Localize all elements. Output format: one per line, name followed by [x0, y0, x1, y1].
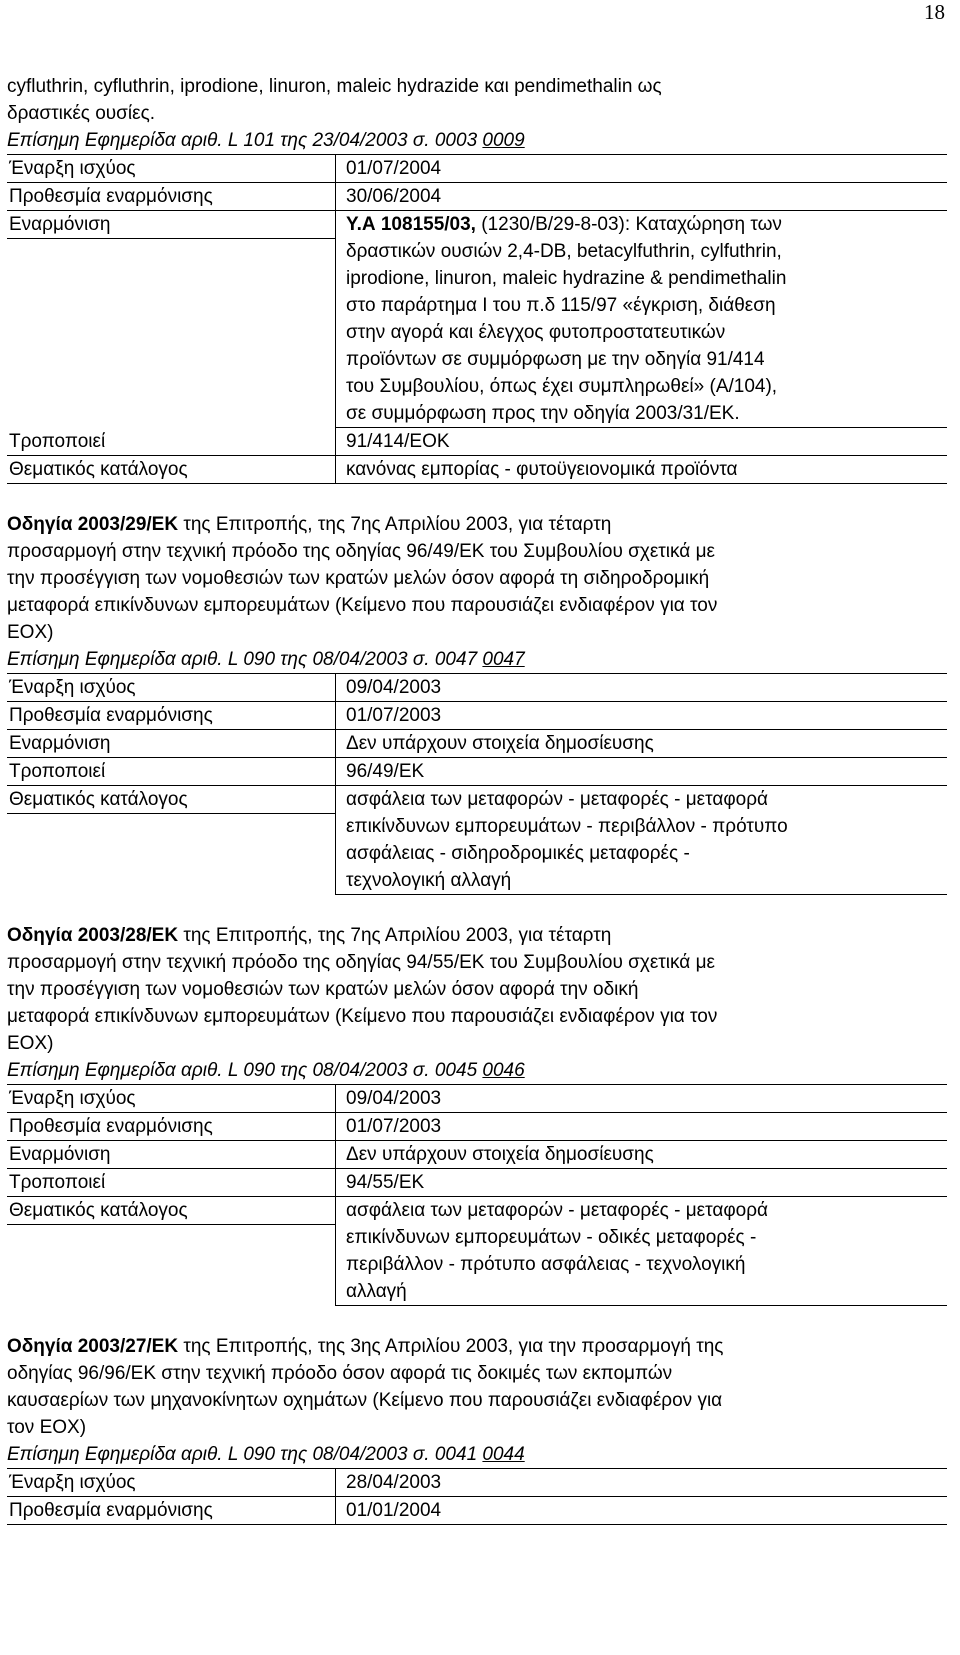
harmonization-label: Εναρμόνιση [7, 1141, 335, 1169]
subject-line: περιβάλλον - πρότυπο ασφάλειας - τεχνολογική [346, 1254, 746, 1275]
oj-reference [7, 1057, 947, 1084]
entry-label: Έναρξη ισχύος [7, 154, 335, 183]
harmonization-value: Δεν υπάρχουν στοιχεία δημοσίευσης [335, 730, 947, 758]
deadline-label: Προθεσμία εναρμόνισης [7, 183, 335, 211]
deadline-value: 30/06/2004 [335, 183, 947, 211]
deadline-value: 01/07/2003 [335, 702, 947, 730]
info-table-3 [7, 1084, 947, 1306]
entry-label: Έναρξη ισχύος [7, 1468, 335, 1497]
directive-line: μεταφορά επικίνδυνων εμπορευμάτων (Κείμενο που παρουσιάζει ενδιαφέρον για τον [7, 1006, 718, 1027]
directive-line: την προσέγγιση των νομοθεσιών των κρατών μελών όσον αφορά την οδική [7, 979, 639, 1000]
amends-row [7, 428, 947, 456]
subject-label: Θεματικός κατάλογος [7, 456, 335, 484]
deadline-label: Προθεσμία εναρμόνισης [7, 1497, 335, 1525]
oj-reference [7, 1441, 947, 1468]
entry-value: 28/04/2003 [335, 1468, 947, 1497]
directive-line: την προσέγγιση των νομοθεσιών των κρατών μελών όσον αφορά τη σιδηροδρομική [7, 568, 710, 589]
deadline-label: Προθεσμία εναρμόνισης [7, 1113, 335, 1141]
directive-number: Οδηγία 2003/29/ΕΚ [7, 514, 179, 535]
info-table-2 [7, 673, 947, 895]
oj-page-end: 0046 [482, 1060, 525, 1081]
subject-line: ασφάλεια των μεταφορών - μεταφορές - μεταφορά [346, 1200, 769, 1221]
harmonization-value: Δεν υπάρχουν στοιχεία δημοσίευσης [335, 1141, 947, 1169]
amends-label: Τροποποιεί [7, 1169, 335, 1197]
oj-page-end: 0047 [482, 649, 525, 670]
harmonization-row [7, 211, 947, 428]
harmonization-row [7, 730, 947, 758]
oj-text: Επίσημη Εφημερίδα αριθ. L 090 της 08/04/2003 σ. 0045 [7, 1060, 478, 1081]
subject-value: κανόνας εμπορίας - φυτοϋγειονομικά προϊόντα [335, 456, 947, 484]
harmonization-value [335, 211, 947, 428]
oj-page-end: 0044 [482, 1444, 525, 1465]
entry-row [7, 1468, 947, 1497]
subject-label: Θεματικός κατάλογος [7, 786, 335, 814]
directive-text: της Επιτροπής, της 7ης Απριλίου 2003, για τέταρτη [178, 514, 612, 535]
amends-row [7, 758, 947, 786]
entry-value: 09/04/2003 [335, 1084, 947, 1113]
deadline-row [7, 1497, 947, 1525]
subject-line: ασφάλειας - σιδηροδρομικές μεταφορές - [346, 843, 690, 864]
oj-reference [7, 646, 947, 673]
harmonization-line: δραστικών ουσιών 2,4-DB, betacylfuthrin, cylfuthrin, [346, 241, 782, 262]
directive-heading [7, 511, 947, 538]
directive-heading [7, 1333, 947, 1360]
harmonization-text: (1230/Β/29-8-03): Καταχώρηση των [475, 214, 782, 235]
oj-page-end: 0009 [482, 130, 525, 151]
oj-text: Επίσημη Εφημερίδα αριθ. L 101 της 23/04/2003 σ. 0003 [7, 130, 478, 151]
harmonization-line: iprodione, linuron, maleic hydrazine & pendimethalin [346, 268, 787, 289]
subject-line: επικίνδυνων εμπορευμάτων - περιβάλλον - πρότυπο [346, 816, 788, 837]
harmonization-law: Υ.Α 108155/03, [346, 214, 476, 235]
oj-text: Επίσημη Εφημερίδα αριθ. L 090 της 08/04/2003 σ. 0047 [7, 649, 478, 670]
directive-line: μεταφορά επικίνδυνων εμπορευμάτων (Κείμενο που παρουσιάζει ενδιαφέρον για τον [7, 595, 718, 616]
directive-line: καυσαερίων των μηχανοκίνητων οχημάτων (Κείμενο που παρουσιάζει ενδιαφέρον για [7, 1390, 723, 1411]
harmonization-line [346, 211, 947, 238]
deadline-value: 01/01/2004 [335, 1497, 947, 1525]
entry-value: 09/04/2003 [335, 673, 947, 702]
intro-line-2: δραστικές ουσίες. [7, 103, 156, 124]
deadline-label: Προθεσμία εναρμόνισης [7, 702, 335, 730]
entry-value: 01/07/2004 [335, 154, 947, 183]
subject-label: Θεματικός κατάλογος [7, 1197, 335, 1225]
harmonization-line: του Συμβουλίου, όπως έχει συμπληρωθεί» (Α/104), [346, 376, 778, 397]
subject-value [335, 1197, 947, 1306]
subject-line: τεχνολογική αλλαγή [346, 870, 512, 891]
page-number: 18 [924, 0, 945, 24]
subject-row [7, 1197, 947, 1306]
oj-reference [7, 127, 947, 154]
amends-value: 91/414/ΕΟΚ [335, 428, 947, 456]
directive-line: ΕΟΧ) [7, 1033, 54, 1054]
info-table-4 [7, 1468, 947, 1525]
intro-line-1: cyfluthrin, cyfluthrin, iprodione, linuron, maleic hydrazide και pendimethalin ως [7, 76, 662, 97]
amends-value: 94/55/ΕΚ [335, 1169, 947, 1197]
directive-number: Οδηγία 2003/28/ΕΚ [7, 925, 179, 946]
amends-value: 96/49/ΕΚ [335, 758, 947, 786]
subject-value [335, 786, 947, 895]
subject-line: αλλαγή [346, 1281, 407, 1302]
harmonization-line: στο παράρτημα Ι του π.δ 115/97 «έγκριση, διάθεση [346, 295, 776, 316]
amends-row [7, 1169, 947, 1197]
harmonization-line: σε συμμόρφωση προς την οδηγία 2003/31/ΕΚ. [346, 403, 740, 424]
directive-line: προσαρμογή στην τεχνική πρόοδο της οδηγίας 96/49/ΕΚ του Συμβουλίου σχετικά με [7, 541, 715, 562]
oj-text: Επίσημη Εφημερίδα αριθ. L 090 της 08/04/2003 σ. 0041 [7, 1444, 478, 1465]
directive-line: προσαρμογή στην τεχνική πρόοδο της οδηγίας 94/55/ΕΚ του Συμβουλίου σχετικά με [7, 952, 715, 973]
directive-line: ΕΟΧ) [7, 622, 54, 643]
harmonization-line: στην αγορά και έλεγχος φυτοπροστατευτικών [346, 322, 726, 343]
harmonization-line: προϊόντων σε συμμόρφωση με την οδηγία 91/414 [346, 349, 765, 370]
directive-text: της Επιτροπής, της 7ης Απριλίου 2003, για τέταρτη [178, 925, 612, 946]
harmonization-row [7, 1141, 947, 1169]
directive-number: Οδηγία 2003/27/ΕΚ [7, 1336, 179, 1357]
amends-label: Τροποποιεί [7, 758, 335, 786]
directive-heading [7, 922, 947, 949]
info-table-1 [7, 154, 947, 484]
deadline-row [7, 1113, 947, 1141]
amends-label: Τροποποιεί [7, 428, 335, 456]
deadline-value: 01/07/2003 [335, 1113, 947, 1141]
subject-line: ασφάλεια των μεταφορών - μεταφορές - μεταφορά [346, 789, 769, 810]
subject-line: επικίνδυνων εμπορευμάτων - οδικές μεταφορές - [346, 1227, 757, 1248]
directive-line: οδηγίας 96/96/ΕΚ στην τεχνική πρόοδο όσον αφορά τις δοκιμές των εκπομπών [7, 1363, 673, 1384]
document-body [7, 73, 947, 1525]
deadline-row [7, 702, 947, 730]
harmonization-label: Εναρμόνιση [7, 730, 335, 758]
deadline-row [7, 183, 947, 211]
harmonization-label: Εναρμόνιση [7, 211, 335, 239]
entry-label: Έναρξη ισχύος [7, 673, 335, 702]
directive-text: της Επιτροπής, της 3ης Απριλίου 2003, για την προσαρμογή της [178, 1336, 724, 1357]
entry-row [7, 1084, 947, 1113]
directive-line: τον ΕΟΧ) [7, 1417, 87, 1438]
subject-row [7, 456, 947, 484]
entry-row [7, 673, 947, 702]
entry-row [7, 154, 947, 183]
entry-label: Έναρξη ισχύος [7, 1084, 335, 1113]
subject-row [7, 786, 947, 895]
